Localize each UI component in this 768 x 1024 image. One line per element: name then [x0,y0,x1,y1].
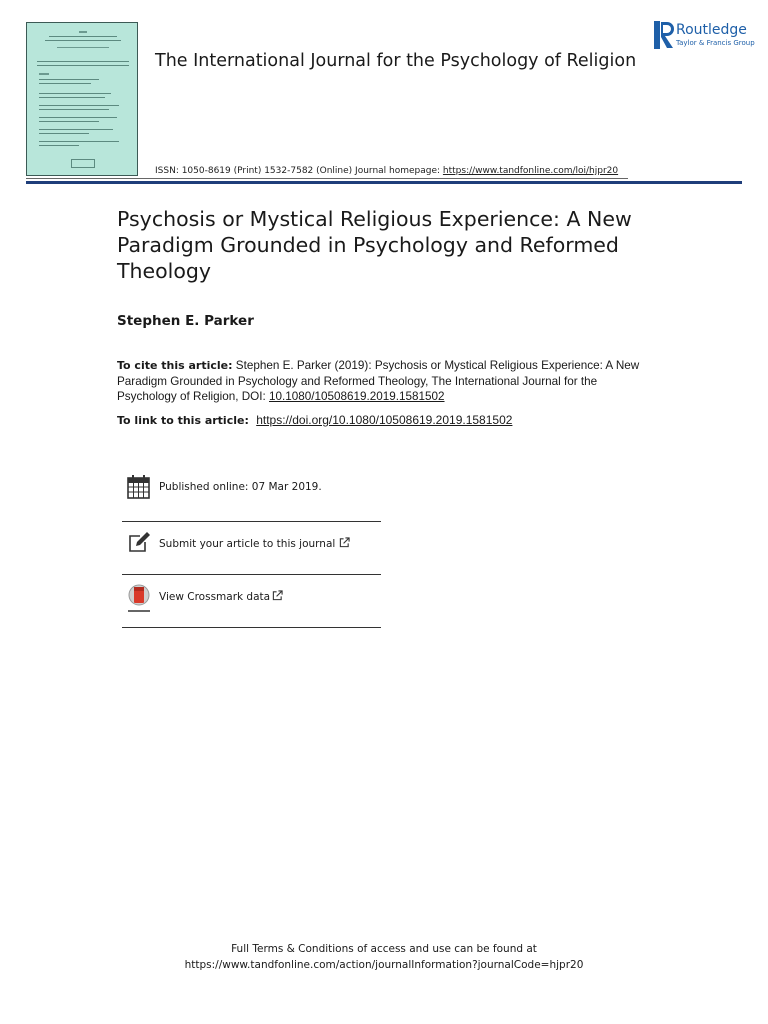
submit-article-text: Submit your article to this journal [159,538,336,550]
published-online-text: Published online: 07 Mar 2019. [159,481,322,493]
crossmark-text: View Crossmark data [159,591,271,603]
crossmark-row[interactable] [122,575,380,619]
crossmark-link[interactable] [159,590,283,603]
issn-text: ISSN: 1050-8619 (Print) 1532-7582 (Online) Journal homepage: [155,166,443,176]
header-divider-thin [26,178,628,179]
issn-line [155,166,618,176]
external-link-icon [272,590,283,601]
article-doi-link[interactable]: https://doi.org/10.1080/10508619.2019.1581502 [256,413,513,427]
cite-doi-link[interactable]: 10.1080/10508619.2019.1581502 [269,390,445,403]
calendar-icon [126,474,152,500]
routledge-r-logo [654,21,674,49]
article-title: Psychosis or Mystical Religious Experience: A New Paradigm Grounded in Psychology and Reformed Theology [117,207,632,283]
citation-block [117,358,657,405]
publisher-subtitle: Taylor & Francis Group [676,39,755,47]
external-link-icon [339,537,350,548]
footer-terms-line1: Full Terms & Conditions of access and use can be found at [231,943,537,955]
article-link-line [117,413,512,427]
cite-text: Stephen E. Parker (2019): Psychosis or Mystical Religious Experience: A New Paradigm Grounded in Psychology and Reformed Theology, The International Journal for the Psychology of Religion, DOI: [117,359,640,403]
header-divider [26,181,742,184]
journal-title[interactable]: The International Journal for the Psychology of Religion [155,51,637,71]
publisher-logo [654,21,755,51]
footer-terms [0,942,768,973]
row-divider [122,627,381,628]
crossmark-icon [126,583,152,615]
article-author[interactable]: Stephen E. Parker [117,313,254,329]
cite-label: To cite this article: [117,359,233,372]
journal-cover-thumbnail [26,22,138,176]
link-label: To link to this article: [117,414,249,427]
published-online-row [122,466,380,510]
edit-icon [126,530,152,556]
publisher-name: Routledge [676,22,747,38]
journal-homepage-link[interactable]: https://www.tandfonline.com/loi/hjpr20 [442,166,619,176]
submit-article-link[interactable] [159,537,350,550]
footer-terms-link[interactable]: https://www.tandfonline.com/action/journalInformation?journalCode=hjpr20 [184,958,584,971]
submit-article-row[interactable] [122,522,380,566]
